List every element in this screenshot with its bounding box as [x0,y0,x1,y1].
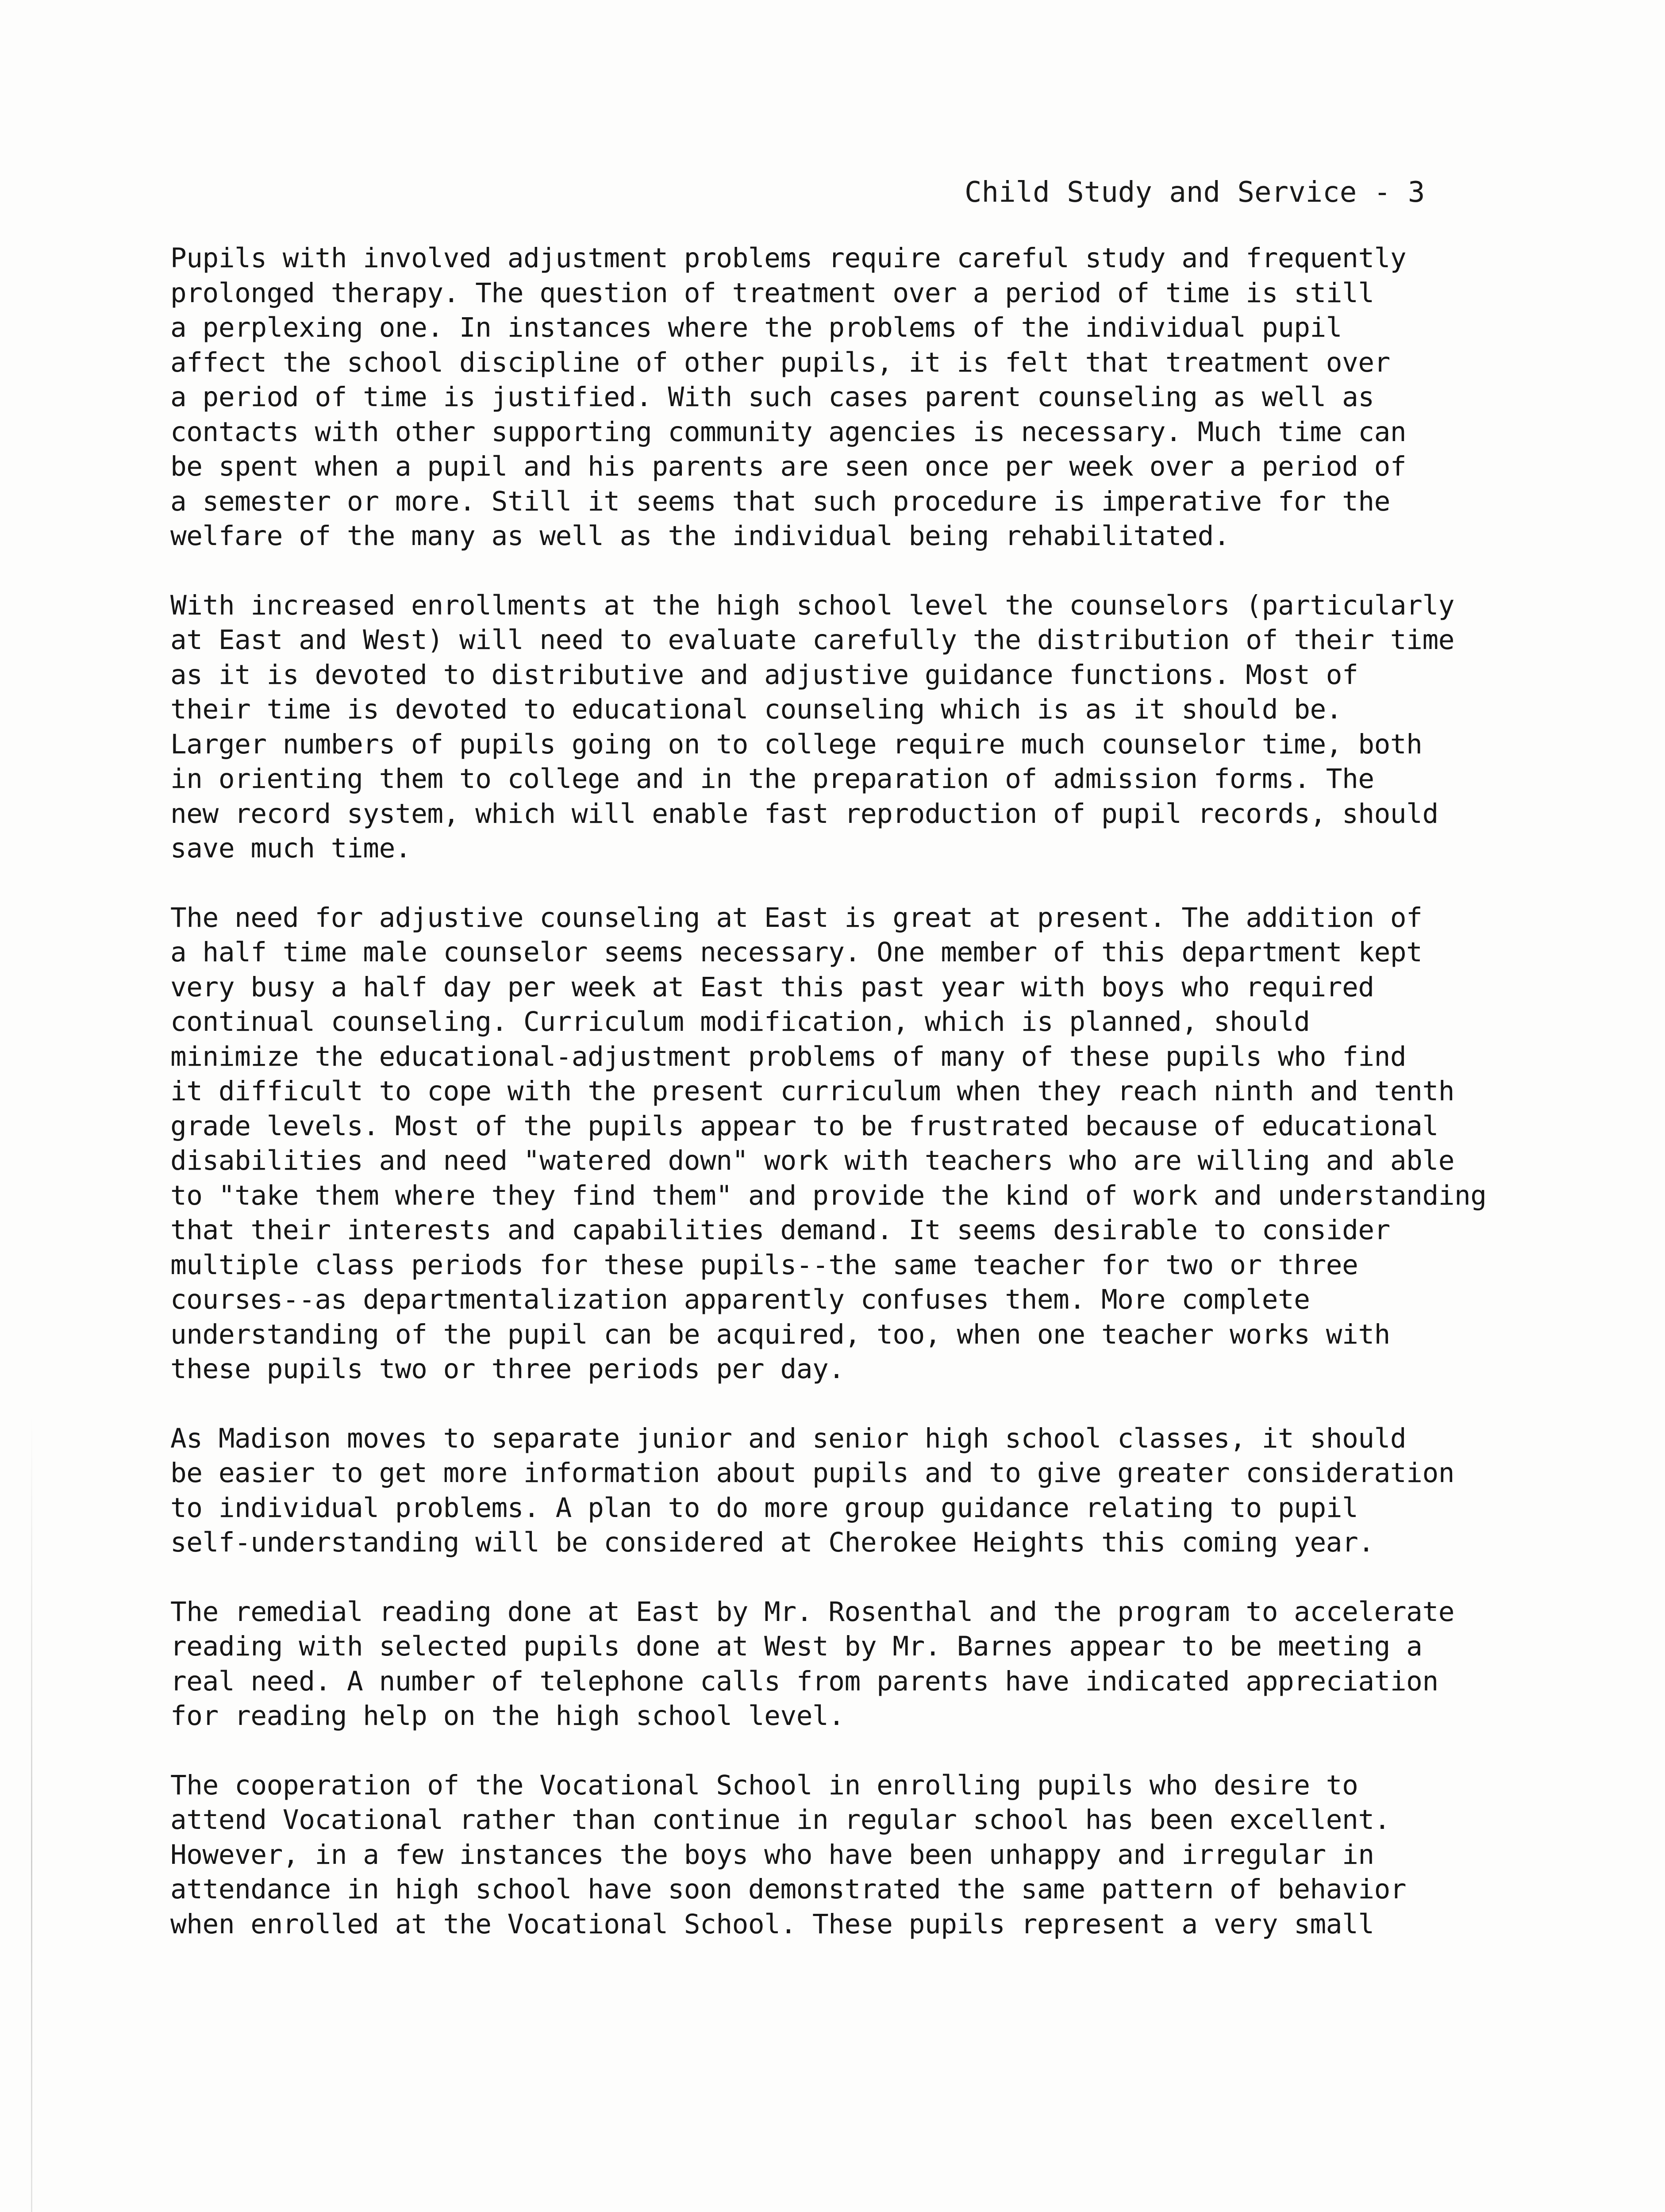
text-line: very busy a half day per week at East this past year with boys who required [170,971,1374,1003]
text-line: be spent when a pupil and his parents are seen once per week over a period of [170,451,1407,482]
text-line: a period of time is justified. With such cases parent counseling as well as [170,381,1374,413]
text-line: to "take them where they find them" and provide the kind of work and understanding [170,1179,1487,1211]
text-line: Pupils with involved adjustment problems require careful study and frequently [170,242,1407,274]
text-line: for reading help on the high school level. [170,1700,845,1732]
text-line: minimize the educational-adjustment problems of many of these pupils who find [170,1041,1407,1072]
text-line: it difficult to cope with the present curriculum when they reach ninth and tenth [170,1075,1455,1107]
paragraph [170,901,1644,1387]
text-line: when enrolled at the Vocational School. These pupils represent a very small [170,1908,1374,1940]
text-line: be easier to get more information about pupils and to give greater consideration [170,1457,1455,1489]
text-line: real need. A number of telephone calls from parents have indicated appreciation [170,1665,1438,1697]
text-line: attend Vocational rather than continue in regular school has been excellent. [170,1804,1390,1836]
paragraph [170,1595,1644,1734]
text-line: courses--as departmentalization apparently confuses them. More complete [170,1284,1310,1315]
text-line: a perplexing one. In instances where the problems of the individual pupil [170,312,1342,343]
text-line: at East and West) will need to evaluate carefully the distribution of their time [170,624,1455,656]
text-line: welfare of the many as well as the individual being rehabilitated. [170,520,1230,552]
paragraph [170,1768,1644,1942]
text-line: continual counseling. Curriculum modification, which is planned, should [170,1006,1310,1037]
page-edge-shadow [31,1416,32,2212]
text-line: Larger numbers of pupils going on to college require much counselor time, both [170,728,1423,760]
text-line: prolonged therapy. The question of treatment over a period of time is still [170,277,1374,309]
text-line: contacts with other supporting community agencies is necessary. Much time can [170,416,1407,448]
paragraph [170,241,1644,554]
text-line: affect the school discipline of other pupils, it is felt that treatment over [170,346,1390,378]
text-line: their time is devoted to educational counseling which is as it should be. [170,694,1342,725]
text-line: that their interests and capabilities demand. It seems desirable to consider [170,1214,1390,1246]
text-line: With increased enrollments at the high school level the counselors (particularly [170,589,1455,621]
text-line: save much time. [170,833,411,864]
text-line: new record system, which will enable fast reproduction of pupil records, should [170,798,1438,830]
text-line: As Madison moves to separate junior and senior high school classes, it should [170,1422,1407,1454]
text-line: to individual problems. A plan to do more group guidance relating to pupil [170,1492,1358,1524]
text-line: multiple class periods for these pupils--the same teacher for two or three [170,1249,1358,1281]
text-line: grade levels. Most of the pupils appear to be frustrated because of educational [170,1110,1438,1142]
paragraph [170,588,1644,866]
text-line: understanding of the pupil can be acquired, too, when one teacher works with [170,1318,1390,1350]
text-line: The need for adjustive counseling at East is great at present. The addition of [170,902,1423,933]
text-line: self-understanding will be considered at Cherokee Heights this coming year. [170,1527,1374,1558]
text-line: a half time male counselor seems necessary. One member of this department kept [170,937,1423,968]
text-line: However, in a few instances the boys who have been unhappy and irregular in [170,1839,1374,1870]
text-line: as it is devoted to distributive and adjustive guidance functions. Most of [170,659,1358,691]
text-line: these pupils two or three periods per day. [170,1353,845,1385]
text-line: The remedial reading done at East by Mr. Rosenthal and the program to accelerate [170,1596,1455,1628]
document-body [170,241,1644,1976]
text-line: disabilities and need "watered down" work with teachers who are willing and able [170,1145,1455,1176]
text-line: attendance in high school have soon demonstrated the same pattern of behavior [170,1874,1407,1905]
text-line: a semester or more. Still it seems that such procedure is imperative for the [170,485,1390,517]
text-line: in orienting them to college and in the preparation of admission forms. The [170,763,1374,795]
text-line: The cooperation of the Vocational School in enrolling pupils who desire to [170,1769,1358,1801]
text-line: reading with selected pupils done at West by Mr. Barnes appear to be meeting a [170,1631,1423,1662]
running-header: Child Study and Service - 3 [965,176,1425,209]
paragraph [170,1421,1644,1560]
